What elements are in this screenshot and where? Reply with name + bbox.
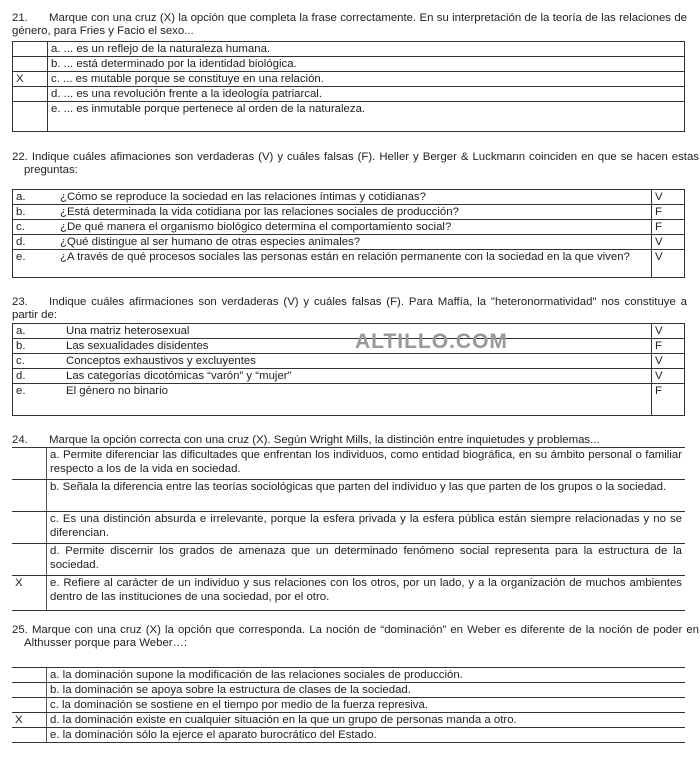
question-23-options-table <box>12 323 685 416</box>
question-24-options-table <box>12 447 685 611</box>
option-letter: c. <box>16 355 25 367</box>
option-statement <box>13 354 652 369</box>
option-row <box>12 512 685 544</box>
option-text: ¿De qué manera el organismo biológico determina el comportamiento social? <box>60 221 452 233</box>
option-text: a. ... es un reflejo de la naturaleza humana. <box>48 42 685 57</box>
option-row <box>13 220 685 235</box>
answer-mark-cell[interactable]: X <box>12 713 47 728</box>
question-22-options-table <box>12 189 685 278</box>
option-row <box>13 42 685 57</box>
option-letter: a. <box>16 191 26 203</box>
option-row <box>13 354 685 369</box>
question-text: Marque con una cruz (X) la opción que completa la frase correctamente. En su interpretación de la teoría de las relaciones de género, para Fries y Facio el sexo... <box>12 12 687 37</box>
true-false-answer-cell[interactable]: V <box>652 235 685 250</box>
option-letter: e. <box>16 251 26 263</box>
option-letter: b. <box>16 206 26 218</box>
option-row <box>13 324 685 339</box>
option-statement <box>13 250 652 278</box>
option-row <box>13 57 685 72</box>
option-statement <box>13 235 652 250</box>
question-number: 23. <box>12 296 28 308</box>
option-statement <box>13 369 652 384</box>
option-letter: b. <box>16 340 26 352</box>
question-text: Indique cuáles afimaciones son verdaderas (V) y cuáles falsas (F). Heller y Berger & Luckmann coinciden en que se hacen estas preguntas: <box>24 151 699 176</box>
option-row <box>13 87 685 102</box>
true-false-answer-cell[interactable]: V <box>652 324 685 339</box>
question-25-prompt <box>12 624 699 650</box>
true-false-answer-cell[interactable]: F <box>652 384 685 416</box>
answer-mark-cell[interactable] <box>12 480 47 512</box>
option-text: e. ... es inmutable porque pertenece al orden de la naturaleza. <box>48 102 685 132</box>
option-row <box>13 250 685 278</box>
answer-mark-cell[interactable]: X <box>13 72 48 87</box>
option-text: Las sexualidades disidentes <box>66 340 209 352</box>
option-text: a. Permite diferenciar las dificultades que enfrentan los individuos, como entidad biográfica, en su ámbito personal o familiar respecto a los de la vida en sociedad. <box>47 448 686 480</box>
option-text: El género no binario <box>66 385 168 397</box>
option-text: c. ... es mutable porque se constituye en una relación. <box>48 72 685 87</box>
watermark: ALTILLO.COM <box>355 330 508 353</box>
option-text: d. la dominación existe en cualquier situación en la que un grupo de personas manda a otro. <box>47 713 686 728</box>
option-row <box>13 72 685 87</box>
question-number: 21. <box>12 12 28 24</box>
question-text: Marque la opción correcta con una cruz (X). Según Wright Mills, la distinción entre inquietudes y problemas... <box>49 434 600 446</box>
option-text: b. ... está determinado por la identidad biológica. <box>48 57 685 72</box>
answer-mark-cell[interactable] <box>13 57 48 72</box>
option-row <box>12 544 685 576</box>
option-statement <box>13 205 652 220</box>
true-false-answer-cell[interactable]: V <box>652 190 685 205</box>
option-text: d. Permite discernir los grados de amenaza que un determinado fenómeno social representa para la estructura de la sociedad. <box>47 544 686 576</box>
question-24-prompt <box>12 434 687 447</box>
option-text: b. Señala la diferencia entre las teorías sociológicas que parten del individuo y las que parten de los grupos o la sociedad. <box>47 480 686 512</box>
option-letter: d. <box>16 370 26 382</box>
option-statement <box>13 220 652 235</box>
option-row <box>13 339 685 354</box>
option-letter: e. <box>16 385 26 397</box>
true-false-answer-cell[interactable]: V <box>652 354 685 369</box>
option-row <box>13 384 685 416</box>
answer-mark-cell[interactable] <box>12 698 47 713</box>
option-text: ¿A través de qué procesos sociales las personas están en relación permanente con la sociedad en la que viven? <box>60 251 630 263</box>
answer-mark-cell[interactable] <box>12 512 47 544</box>
option-text: ¿Cómo se reproduce la sociedad en las relaciones íntimas y cotidianas? <box>60 191 426 203</box>
question-text: Marque con una cruz (X) la opción que corresponda. La noción de “dominación” en Weber es diferente de la noción de poder en Althusser porque para Weber…: <box>24 624 699 649</box>
question-21-options-table <box>12 41 685 132</box>
question-number: 22. <box>12 151 28 163</box>
option-letter: a. <box>16 325 26 337</box>
answer-mark-cell[interactable] <box>13 102 48 132</box>
option-text: ¿Qué distingue al ser humano de otras especies animales? <box>60 236 361 248</box>
option-row <box>12 728 685 743</box>
option-letter: d. <box>16 236 26 248</box>
option-text: c. Es una distinción absurda e irrelevante, porque la esfera privada y la esfera pública están siempre relacionadas y no se diferencian. <box>47 512 686 544</box>
option-text: d. ... es una revolución frente a la ideología patriarcal. <box>48 87 685 102</box>
option-text: Las categorías dicotómicas “varón” y “mujer” <box>66 370 292 382</box>
option-text: Una matriz heterosexual <box>66 325 190 337</box>
option-row <box>12 576 685 611</box>
answer-mark-cell[interactable]: X <box>12 576 47 611</box>
option-row <box>13 369 685 384</box>
option-text: a. la dominación supone la modificación de las relaciones sociales de producción. <box>47 668 686 683</box>
option-text: e. Refiere al carácter de un individuo y sus relaciones con los otros, por un lado, y a la organización de muchos ambientes dentro de las instituciones de una sociedad, por el otro. <box>47 576 686 611</box>
option-row <box>12 683 685 698</box>
question-25-options-table <box>12 667 685 743</box>
option-row <box>12 698 685 713</box>
option-letter: c. <box>16 221 25 233</box>
option-text: c. la dominación se sostiene en el tiempo por medio de la fuerza represiva. <box>47 698 686 713</box>
true-false-answer-cell[interactable]: F <box>652 339 685 354</box>
answer-mark-cell[interactable] <box>12 683 47 698</box>
option-row <box>12 668 685 683</box>
answer-mark-cell[interactable] <box>12 728 47 743</box>
true-false-answer-cell[interactable]: V <box>652 250 685 278</box>
option-statement <box>13 324 652 339</box>
option-row <box>12 448 685 480</box>
option-row <box>13 190 685 205</box>
answer-mark-cell[interactable] <box>13 87 48 102</box>
question-number: 24. <box>12 434 28 446</box>
question-23-prompt <box>12 296 687 322</box>
option-row <box>12 713 685 728</box>
option-text: ¿Está determinada la vida cotidiana por las relaciones sociales de producción? <box>60 206 459 218</box>
question-number: 25. <box>12 624 28 636</box>
option-row <box>13 205 685 220</box>
answer-mark-cell[interactable] <box>12 448 47 480</box>
option-statement <box>13 339 652 354</box>
option-row <box>13 102 685 132</box>
question-text: Indique cuáles afirmaciones son verdaderas (V) y cuáles falsas (F). Para Maffía, la "heteronormatividad" nos constituye a partir de: <box>12 296 687 321</box>
option-text: b. la dominación se apoya sobre la estructura de clases de la sociedad. <box>47 683 686 698</box>
option-statement <box>13 190 652 205</box>
option-row <box>12 480 685 512</box>
answer-mark-cell[interactable] <box>13 42 48 57</box>
option-row <box>13 235 685 250</box>
answer-mark-cell[interactable] <box>12 544 47 576</box>
true-false-answer-cell[interactable]: V <box>652 369 685 384</box>
option-statement <box>13 384 652 416</box>
true-false-answer-cell[interactable]: F <box>652 220 685 235</box>
answer-mark-cell[interactable] <box>12 668 47 683</box>
true-false-answer-cell[interactable]: F <box>652 205 685 220</box>
option-text: Conceptos exhaustivos y excluyentes <box>66 355 256 367</box>
question-21-prompt <box>12 12 687 38</box>
question-22-prompt <box>12 151 699 177</box>
option-text: e. la dominación sólo la ejerce el aparato burocrático del Estado. <box>47 728 686 743</box>
